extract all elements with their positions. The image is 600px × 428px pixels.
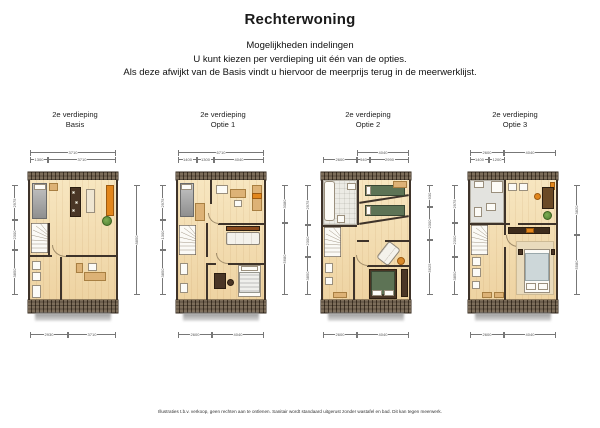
wall <box>48 223 50 255</box>
nightstand <box>518 249 523 255</box>
dimension: 4040 <box>504 149 556 156</box>
dimension: 3710 <box>48 156 116 163</box>
dimension: 1300 <box>159 220 166 250</box>
bathtub <box>324 181 335 221</box>
wall <box>409 180 411 300</box>
cabinet <box>86 189 95 213</box>
chair <box>234 200 242 207</box>
pillow <box>181 184 192 190</box>
sideboard-accent <box>526 228 534 233</box>
desk <box>542 187 554 209</box>
dimension: 2600 <box>470 331 504 338</box>
wall <box>504 225 506 235</box>
toilet <box>474 207 482 217</box>
wardrobe <box>195 203 205 221</box>
pillow <box>241 266 258 271</box>
shadow <box>35 313 111 321</box>
plan-header <box>148 110 298 130</box>
shelf-item <box>508 183 517 191</box>
plant <box>543 211 552 220</box>
dimension: 2300 <box>11 220 18 250</box>
dimension: 1400 <box>470 156 489 163</box>
plan-variant: Basis <box>65 120 85 129</box>
sideboard <box>226 226 260 231</box>
wall <box>206 223 208 257</box>
bed-blanket <box>525 253 549 281</box>
dimension: 4040 <box>504 331 556 338</box>
staircase <box>179 225 196 255</box>
subtitle <box>0 39 600 80</box>
plan-optie-3 <box>440 110 590 360</box>
page-title: Rechterwoning <box>244 11 356 28</box>
subtitle-line-2: U kunt kiezen per verdieping uit één van de opties. <box>193 53 407 65</box>
pillow <box>372 290 382 296</box>
wall <box>60 257 62 300</box>
sofa <box>226 232 260 245</box>
plan-header <box>0 110 150 130</box>
side-table <box>397 257 405 265</box>
bed <box>365 205 405 216</box>
plan-basis <box>0 110 150 360</box>
roof-band-bottom <box>468 300 558 313</box>
dimension: 2600 <box>470 149 504 156</box>
wardrobe <box>401 269 408 297</box>
dryer <box>32 272 41 281</box>
plant <box>102 216 112 226</box>
dimension: 940 <box>357 156 370 163</box>
wall <box>504 247 506 300</box>
dimension: 4040 <box>212 331 264 338</box>
wall <box>556 180 558 300</box>
roof-band-top <box>28 172 118 180</box>
toilet <box>337 215 345 223</box>
roof-band-top <box>468 172 558 180</box>
sink <box>474 181 484 188</box>
staircase <box>31 223 48 253</box>
shadow <box>475 313 551 321</box>
dimension: 4040 <box>357 149 409 156</box>
dimension: 3820 <box>573 185 580 235</box>
wall <box>66 255 116 257</box>
disclaimer-text: Illustraties t.b.v. verkoop, geen rechten aan te ontlenen. Sanitair wordt standaard uitgerust zonder wastafel en bad. Dit kan tegen meerwerk. <box>158 409 442 414</box>
plan-variant: Optie 1 <box>210 120 236 129</box>
plan-heading: 2e verdieping <box>52 110 98 119</box>
dimension: 3850 <box>11 250 18 295</box>
staircase <box>471 225 488 255</box>
shelf-accent <box>252 193 262 199</box>
dimension: 1300 <box>197 156 214 163</box>
wall <box>28 180 30 300</box>
shower <box>491 181 503 193</box>
dimension: 2975 <box>451 185 458 223</box>
dimension: 2975 <box>159 185 166 220</box>
roof-band-bottom <box>176 300 266 313</box>
dimension: 3710 <box>68 331 116 338</box>
dimension: 2990 <box>370 156 409 163</box>
dimension: 2600 <box>323 156 357 163</box>
shelf-item <box>72 191 75 194</box>
pillow <box>34 184 46 190</box>
sink <box>325 263 333 273</box>
subtitle-line-3: Als deze afwijkt van de Basis vindt u hiervoor de meerprijs terug in de meerwerklijst. <box>123 67 477 78</box>
dimension: 1200 <box>489 156 505 163</box>
wall <box>30 255 52 257</box>
plan-optie-2 <box>293 110 443 360</box>
subtitle-line-1: Mogelijkheden indelingen <box>246 40 354 51</box>
plan-heading: 2e verdieping <box>200 110 246 119</box>
dimension: 2600 <box>323 331 357 338</box>
toilet <box>180 283 188 293</box>
sink <box>472 281 480 289</box>
dimension: 3850 <box>304 257 311 295</box>
dimension: 5625 <box>426 240 433 295</box>
sink <box>347 183 356 190</box>
washer <box>472 257 481 266</box>
dimension: 2930 <box>30 331 68 338</box>
desk <box>393 181 407 188</box>
dimension: 1300 <box>30 156 48 163</box>
dimension: 6710 <box>178 149 264 156</box>
shadow <box>328 313 404 321</box>
dimension: 2975 <box>304 185 311 225</box>
dimension: 2600 <box>178 331 212 338</box>
chair <box>227 279 234 286</box>
cabinet <box>482 292 492 298</box>
plan-variant: Optie 2 <box>355 120 381 129</box>
dimension: 5680 <box>281 223 288 295</box>
plan-heading: 2e verdieping <box>345 110 391 119</box>
dimension: 2300 <box>426 207 433 240</box>
roof-band-bottom <box>28 300 118 313</box>
pillow <box>384 290 394 296</box>
cabinet <box>494 292 504 298</box>
roof-band-top <box>176 172 266 180</box>
dryer <box>472 268 481 277</box>
pillow <box>366 206 371 215</box>
nightstand <box>49 183 58 191</box>
dimension: 4040 <box>357 331 409 338</box>
dimension: 3850 <box>451 257 458 295</box>
dimension: 3850 <box>159 250 166 295</box>
bed-blanket <box>239 272 260 293</box>
toilet <box>32 285 41 298</box>
desk <box>230 189 246 198</box>
sink <box>180 263 188 275</box>
staircase <box>324 227 341 257</box>
wall <box>357 240 369 242</box>
dimension: 2975 <box>11 185 18 220</box>
plan-optie-1 <box>148 110 298 360</box>
desk <box>84 272 106 281</box>
dimension: 930 <box>426 185 433 207</box>
wall <box>353 257 355 300</box>
plan-variant: Optie 3 <box>502 120 528 129</box>
pillow <box>526 283 536 290</box>
wall <box>176 180 178 300</box>
dimension: 4040 <box>214 156 264 163</box>
dimension: 3710 <box>30 149 116 156</box>
toilet <box>325 277 333 285</box>
desk <box>214 273 226 289</box>
wall <box>206 265 208 300</box>
plan-heading: 2e verdieping <box>492 110 538 119</box>
dimension: 2300 <box>451 223 458 257</box>
wall <box>116 180 118 300</box>
shelf-item <box>72 209 75 212</box>
dimension: 5580 <box>573 235 580 295</box>
roof-band-bottom <box>321 300 411 313</box>
wall <box>504 180 506 223</box>
wall <box>518 223 556 225</box>
shelf-item <box>519 183 528 191</box>
dimension: 8850 <box>133 185 140 295</box>
wardrobe <box>106 185 114 216</box>
dimension: 3080 <box>281 185 288 223</box>
cabinet <box>333 292 347 298</box>
washer <box>32 261 41 270</box>
cabinet <box>486 203 496 211</box>
chair <box>534 193 541 200</box>
nightstand <box>551 249 555 255</box>
roof-band-top <box>321 172 411 180</box>
wall <box>218 223 264 225</box>
dimension: 1400 <box>178 156 197 163</box>
plan-header <box>293 110 443 130</box>
wall <box>264 180 266 300</box>
shelf-item <box>75 201 78 204</box>
wall <box>210 180 212 204</box>
shadow <box>183 313 259 321</box>
dimension: 2300 <box>304 225 311 257</box>
side-table <box>76 263 83 273</box>
pillow <box>366 186 371 195</box>
plan-header <box>440 110 590 130</box>
chair <box>88 263 97 271</box>
pillow <box>538 283 548 290</box>
table <box>216 185 228 194</box>
